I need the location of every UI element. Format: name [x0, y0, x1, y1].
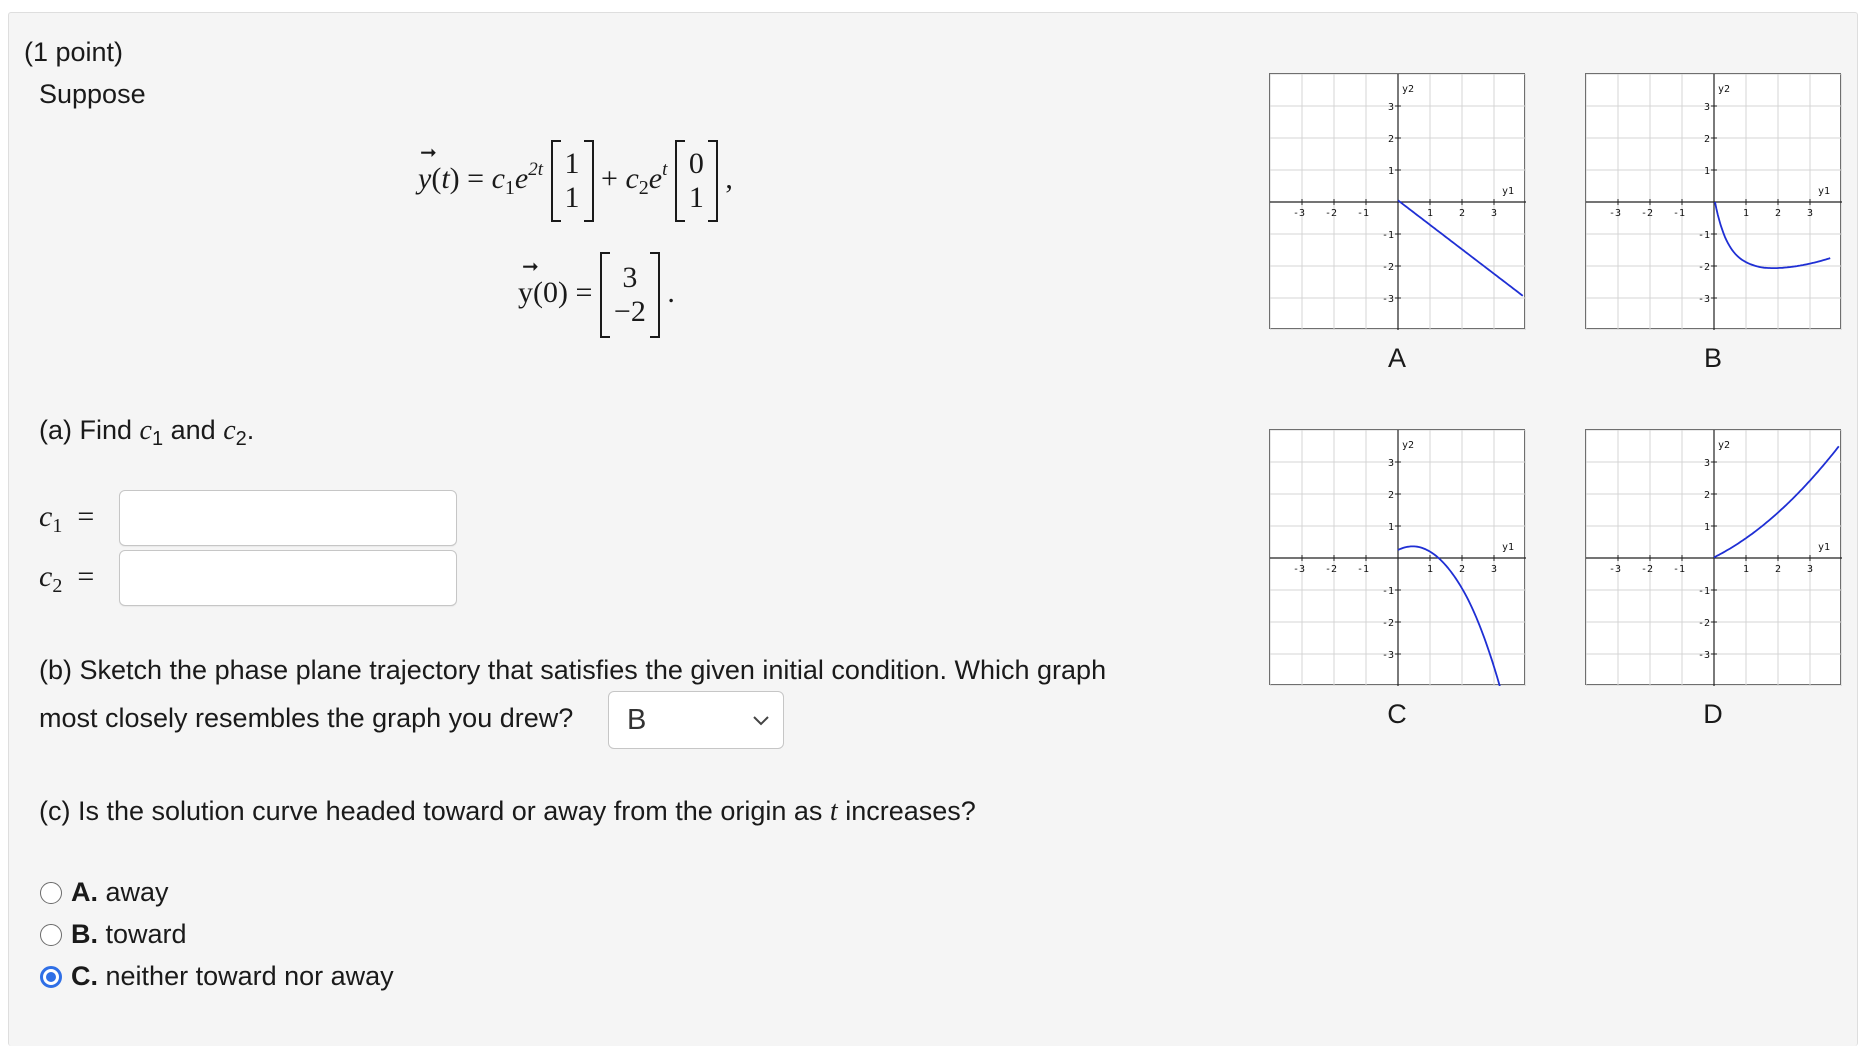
- x-tick-label: -3: [1293, 208, 1306, 219]
- y-tick-label: 3: [1388, 458, 1395, 469]
- x-tick-label: 1: [1427, 208, 1434, 219]
- graph-a-label: A: [1387, 343, 1406, 373]
- x-tick-label: 3: [1807, 564, 1814, 575]
- y-tick-label: -2: [1698, 262, 1711, 273]
- x-tick-label: -2: [1641, 564, 1654, 575]
- y-tick-label: -3: [1382, 294, 1395, 305]
- graph-choice-value: B: [627, 704, 647, 736]
- part-b-line1: (b) Sketch the phase plane trajectory that satisfies the given initial condition. Which graph: [39, 655, 1107, 685]
- y1-axis-label: y1: [1502, 186, 1515, 197]
- x-tick-label: 2: [1459, 208, 1466, 219]
- part-c-question: (c) Is the solution curve headed toward or away from the origin as t increases?: [39, 796, 976, 827]
- option-b-radio[interactable]: [40, 924, 62, 946]
- points-label: (1 point): [24, 37, 124, 67]
- x-tick-label: -3: [1609, 208, 1622, 219]
- y-tick-label: 1: [1388, 166, 1395, 177]
- y1-axis-label: y1: [1502, 542, 1515, 553]
- option-c-radio[interactable]: [40, 966, 62, 988]
- y-tick-label: -1: [1382, 230, 1395, 241]
- y-tick-label: 1: [1704, 166, 1711, 177]
- graph-c-plot: [1270, 430, 1526, 686]
- x-tick-label: 1: [1743, 208, 1750, 219]
- x-tick-label: -3: [1609, 564, 1622, 575]
- initial-condition: ➞ y(0) = 3 −2 .: [518, 252, 675, 338]
- y1-axis-label: y1: [1818, 542, 1831, 553]
- y-tick-label: -1: [1698, 230, 1711, 241]
- y2-axis-label: y2: [1402, 84, 1415, 95]
- x-tick-label: 1: [1743, 564, 1750, 575]
- y-tick-label: 2: [1704, 134, 1711, 145]
- y-tick-label: 2: [1388, 134, 1395, 145]
- y-tick-label: -3: [1382, 650, 1395, 661]
- graph-b-plot: [1586, 74, 1842, 330]
- option-c-label[interactable]: C. neither toward nor away: [71, 961, 394, 991]
- graph-d-label: D: [1703, 699, 1723, 729]
- y-tick-label: -2: [1698, 618, 1711, 629]
- trajectory-curve: [1714, 446, 1839, 557]
- y-tick-label: 1: [1704, 522, 1711, 533]
- y-tick-label: 3: [1704, 458, 1711, 469]
- y2-axis-label: y2: [1718, 84, 1731, 95]
- graph-choice-select[interactable]: [608, 691, 784, 749]
- graph-b-label: B: [1703, 343, 1722, 373]
- graph-a-plot: [1270, 74, 1526, 330]
- y-tick-label: 3: [1388, 102, 1395, 113]
- suppose-label: Suppose: [39, 79, 146, 109]
- part-a-prompt: (a) Find $c_1$ and $c_2$.: [39, 415, 255, 450]
- option-a-radio[interactable]: [40, 882, 62, 904]
- option-a-label[interactable]: A. away: [71, 877, 169, 907]
- y-tick-label: -2: [1382, 618, 1395, 629]
- x-tick-label: -1: [1357, 564, 1370, 575]
- y-tick-label: -3: [1698, 650, 1711, 661]
- y-tick-label: -1: [1382, 586, 1395, 597]
- x-tick-label: 2: [1775, 208, 1782, 219]
- x-tick-label: 3: [1491, 564, 1498, 575]
- c1-input[interactable]: [119, 490, 457, 546]
- x-tick-label: -2: [1325, 208, 1338, 219]
- c2-input[interactable]: [119, 550, 457, 606]
- y-tick-label: 2: [1704, 490, 1711, 501]
- y2-axis-label: y2: [1402, 440, 1415, 451]
- y-tick-label: 1: [1388, 522, 1395, 533]
- y1-axis-label: y1: [1818, 186, 1831, 197]
- c1-label: $c_1$ =: [39, 500, 95, 537]
- part-b-line2: most closely resembles the graph you drew?: [39, 703, 574, 733]
- x-tick-label: -1: [1357, 208, 1370, 219]
- y-tick-label: -1: [1698, 586, 1711, 597]
- y-tick-label: 2: [1388, 490, 1395, 501]
- option-b-label[interactable]: B. toward: [71, 919, 187, 949]
- x-tick-label: -2: [1641, 208, 1654, 219]
- y2-axis-label: y2: [1718, 440, 1731, 451]
- graph-c[interactable]: [1269, 429, 1525, 685]
- x-tick-label: 2: [1775, 564, 1782, 575]
- solution-equation: ➞ $y(t) = c_1e^{2t}$ 1 $1 + c_2e^t$ 0 1 ,: [418, 140, 733, 222]
- graph-b[interactable]: [1585, 73, 1841, 329]
- x-tick-label: 1: [1427, 564, 1434, 575]
- graph-a[interactable]: [1269, 73, 1525, 329]
- x-tick-label: -1: [1673, 564, 1686, 575]
- y-tick-label: -3: [1698, 294, 1711, 305]
- x-tick-label: 3: [1807, 208, 1814, 219]
- graph-d[interactable]: [1585, 429, 1841, 685]
- graph-c-label: C: [1387, 699, 1407, 729]
- c2-label: $c_2$ =: [39, 560, 95, 597]
- x-tick-label: -3: [1293, 564, 1306, 575]
- x-tick-label: 2: [1459, 564, 1466, 575]
- chevron-down-icon: [749, 708, 773, 732]
- x-tick-label: -1: [1673, 208, 1686, 219]
- y-tick-label: -2: [1382, 262, 1395, 273]
- y-tick-label: 3: [1704, 102, 1711, 113]
- x-tick-label: -2: [1325, 564, 1338, 575]
- x-tick-label: 3: [1491, 208, 1498, 219]
- graph-d-plot: [1586, 430, 1842, 686]
